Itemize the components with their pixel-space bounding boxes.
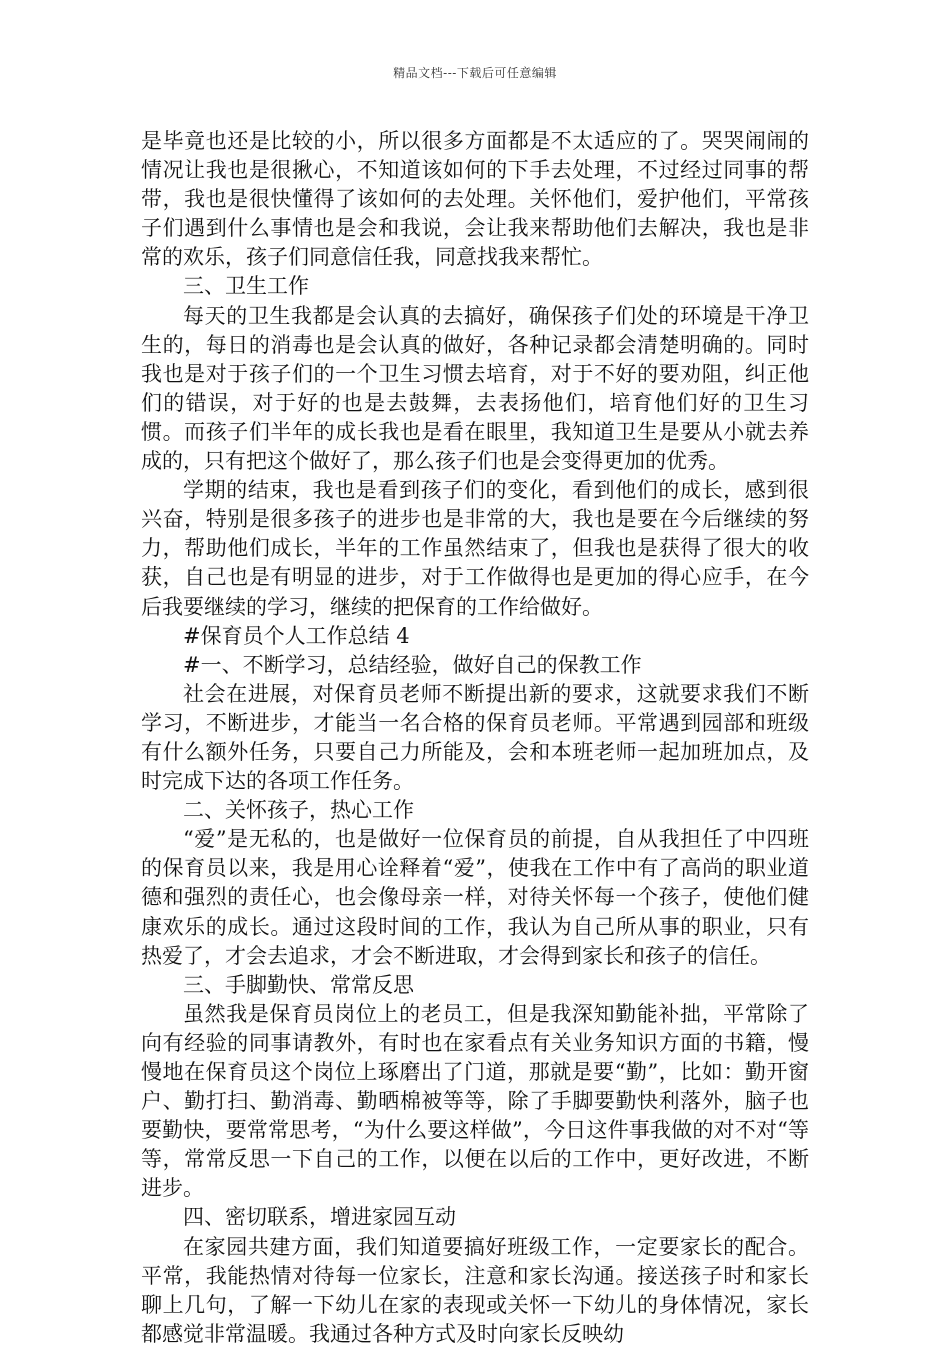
paragraph: “爱”是无私的，也是做好一位保育员的前提，自从我担任了中四班的保育员以来，我是用心诠释着“爱”，使我在工作中有了高尚的职业道德和强烈的责任心，也会像母亲一样，对待关怀每一个孩子，使他们健康欢乐的成长。通过这段时间的工作，我认为自己所从事的职业，只有热爱了，才会去追求，才会不断进取，才会得到家长和孩子的信任。 (141, 827, 809, 968)
paragraph: 是毕竟也还是比较的小，所以很多方面都是不太适应的了。哭哭闹闹的情况让我也是很揪心，不知道该如何的下手去处理，不过经过同事的帮带，我也是很快懂得了该如何的去处理。关怀他们，爱护他们，平常孩子们遇到什么事情也是会和我说，会让我来帮助他们去解决，我也是非常的欢乐，孩子们同意信任我，同意找我来帮忙。 (141, 129, 809, 270)
page-header: 精品文档---下载后可任意编辑 (393, 66, 557, 80)
paragraph: 虽然我是保育员岗位上的老员工，但是我深知勤能补拙，平常除了向有经验的同事请教外，有时也在家看点有关业务知识方面的书籍，慢慢地在保育员这个岗位上琢磨出了门道，那就是要“勤”，比如：勤开窗户、勤打扫、勤消毒、勤晒棉被等等，除了手脚要勤快利落外，脑子也要勤快，要常常思考，“为什么要这样做”，今日这件事我做的对不对“等等，常常反思一下自己的工作，以便在以后的工作中，更好改进，不断进步。 (141, 1001, 809, 1201)
paragraph: 学期的结束，我也是看到孩子们的变化，看到他们的成长，感到很兴奋，特别是很多孩子的进步也是非常的大，我也是要在今后继续的努力，帮助他们成长，半年的工作虽然结束了，但我也是获得了很大的收获，自己也是有明显的进步，对于工作做得也是更加的得心应手，在今后我要继续的学习，继续的把保育的工作给做好。 (141, 478, 809, 619)
paragraph: 三、卫生工作 (183, 274, 309, 299)
paragraph: #保育员个人工作总结 4 (183, 623, 410, 648)
paragraph: 四、密切联系，增进家园互动 (183, 1205, 456, 1230)
paragraph: 二、关怀孩子，热心工作 (183, 798, 414, 823)
paragraph: 三、手脚勤快、常常反思 (183, 972, 414, 997)
paragraph: 每天的卫生我都是会认真的去搞好，确保孩子们处的环境是干净卫生的，每日的消毒也是会认真的做好，各种记录都会清楚明确的。同时我也是对于孩子们的一个卫生习惯去培育，对于不好的要劝阻，纠正他们的错误，对于好的也是去鼓舞，去表扬他们，培育他们好的卫生习惯。而孩子们半年的成长我也是看在眼里，我知道卫生是要从小就去养成的，只有把这个做好了，那么孩子们也是会变得更加的优秀。 (141, 303, 809, 474)
paragraph: #一、不断学习，总结经验，做好自己的保教工作 (183, 652, 642, 677)
paragraph: 社会在进展，对保育员老师不断提出新的要求，这就要求我们不断学习，不断进步，才能当一名合格的保育员老师。平常遇到园部和班级有什么额外任务，只要自己力所能及，会和本班老师一起加班加点，及时完成下达的各项工作任务。 (141, 681, 809, 794)
paragraph: 在家园共建方面，我们知道要搞好班级工作，一定要家长的配合。平常，我能热情对待每一位家长，注意和家长沟通。接送孩子时和家长聊上几句，了解一下幼儿在家的表现或关怀一下幼儿的身体情况，家长都感觉非常温暖。我通过各种方式及时向家长反映幼 (141, 1234, 809, 1346)
document-body (141, 127, 809, 1349)
